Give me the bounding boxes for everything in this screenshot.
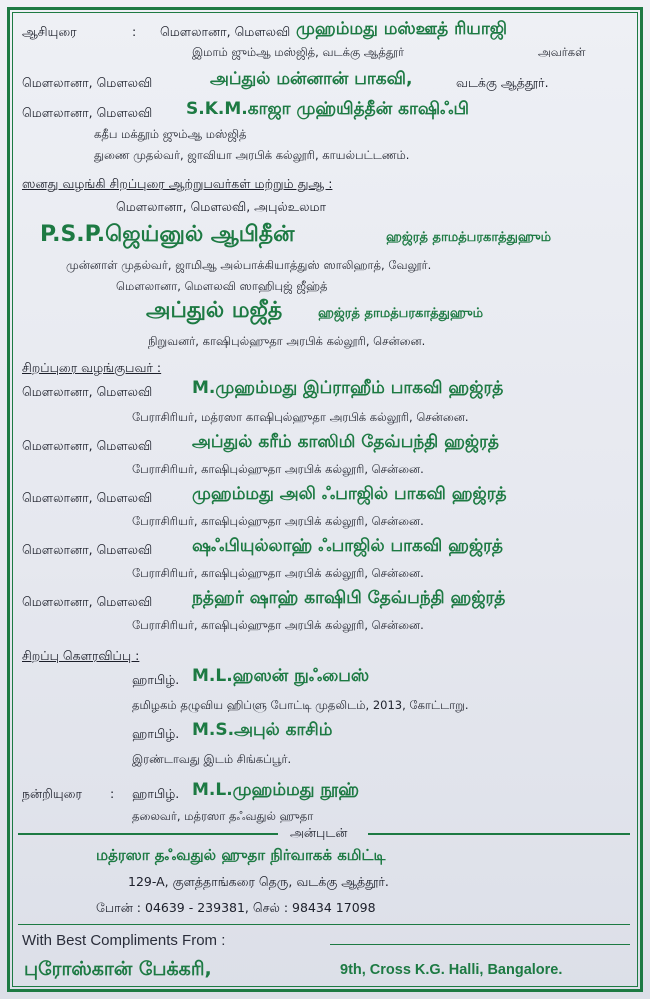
divider-compliments [330,944,630,945]
special-speaker-name: ஷஃபியுல்லாஹ் ஃபாஜில் பாகவி ஹஜ்ரத் [192,536,504,556]
sanad-detail1: முன்னாள் முதல்வர், ஜாமிஆ அல்பாக்கியாத்துஸ் ஸாலிஹாத், வேலூர். [66,258,432,272]
hafiz2-name: M.S.அபுல் காசிம் [192,720,333,740]
hafiz1-name: M.L.ஹஸன் நுஃபைஸ் [192,666,370,686]
honor-heading: சிறப்பு கௌரவிப்பு : [22,648,140,663]
presidium-colon: : [132,24,137,39]
special-speaker-name: அப்துல் கரீம் காஸிமி தேவ்பந்தி ஹஜ்ரத் [192,432,499,452]
special-speaker-detail: பேராசிரியர், காஷிபுல்ஹுதா அரபிக் கல்லூரி, சென்னை. [132,462,424,476]
committee-phone: போன் : 04639 - 239381, செல் : 98434 17098 [96,900,376,915]
special-speaker-detail: பேராசிரியர், காஷிபுல்ஹுதா அரபிக் கல்லூரி, சென்னை. [132,618,424,632]
special-speaker-detail: பேராசிரியர், காஷிபுல்ஹுதா அரபிக் கல்லூரி, சென்னை. [132,514,424,528]
presidium-detail: இமாம் ஜும்ஆ மஸ்ஜித், வடக்கு ஆத்தூர் [192,45,404,59]
committee-name: மத்ரஸா தஃவதுல் ஹுதா நிர்வாகக் கமிட்டி [96,846,386,864]
thanks-name: M.L.முஹம்மது நூஹ் [192,780,360,800]
speaker3-detail2: துணை முதல்வர், ஜாவியா அரபிக் கல்லூரி, காயல்பட்டணம். [94,148,410,162]
hafiz2-prefix: ஹாபிழ். [132,726,180,741]
special-speaker-prefix: மௌலானா, மௌலவி [22,490,153,505]
presidium-name: முஹம்மது மஸ்ஊத் ரியாஜி [296,19,508,39]
speaker2-name: அப்துல் மன்னான் பாகவி, [210,69,413,89]
speaker3-prefix: மௌலானா, மௌலவி [22,105,153,120]
thanks-colon: : [110,786,115,801]
divider-footer [18,924,630,925]
special-speaker-detail: பேராசிரியர், மத்ரஸா காஷிபுல்ஹுதா அரபிக் கல்லூரி, சென்னை. [132,410,469,424]
special-speaker-prefix: மௌலானா, மௌலவி [22,384,153,399]
special-speaker-detail: பேராசிரியர், காஷிபுல்ஹுதா அரபிக் கல்லூரி, சென்னை. [132,566,424,580]
hafiz1-detail: தமிழகம் தழுவிய ஹிப்ளு போட்டி முதலிடம், 2013, கோட்டாறு. [132,698,469,712]
sanad-detail2: நிறுவனர், காஷிபுல்ஹுதா அரபிக் கல்லூரி, சென்னை. [148,334,426,348]
sanad-title2: ஹஜ்ரத் தாமத்பரகாத்துஹும் [318,306,484,321]
presidium-prefix: மௌலானா, மௌலவி [160,24,291,39]
sanad-name1: P.S.P.ஜெய்னுல் ஆபிதீன் [40,222,295,247]
hafiz2-detail: இரண்டாவது இடம் சிங்கப்பூர். [132,752,292,766]
special-speaker-name: M.முஹம்மது இப்ராஹீம் பாகவி ஹஜ்ரத் [192,378,504,398]
thanks-prefix: ஹாபிழ். [132,786,180,801]
thanks-detail: தலைவர், மத்ரஸா தஃவதுல் ஹுதா [132,809,314,823]
special-speaker-name: நத்ஹர் ஷாஹ் காஷிபி தேவ்பந்தி ஹஜ்ரத் [192,588,506,608]
speaker3-name: S.K.M.காஜா முஹ்யித்தீன் காஷிஃபி [186,99,469,119]
divider-left [18,833,278,835]
committee-address: 129-A, குளத்தாங்கரை தெரு, வடக்கு ஆத்தூர். [128,874,389,889]
thanks-label: நன்றியுரை [22,786,82,801]
special-heading: சிறப்புரை வழங்குபவர் : [22,360,162,375]
hafiz1-prefix: ஹாபிழ். [132,672,180,687]
with-love-label: அன்புடன் [290,825,348,840]
sanad-line2: மௌலானா, மௌலவி ஸாஹிபுஜ் ஜீஹ்த் [116,279,328,293]
special-speaker-name: முஹம்மது அலி ஃபாஜில் பாகவி ஹஜ்ரத் [192,484,507,504]
sanad-title1: ஹஜ்ரத் தாமத்பரகாத்துஹும் [386,230,552,245]
compliments-label: With Best Compliments From : [22,932,226,949]
sanad-line: மௌலானா, மௌலவி, அபுல்உலமா [116,199,327,214]
speaker2-prefix: மௌலானா, மௌலவி [22,75,153,90]
special-speaker-prefix: மௌலானா, மௌலவி [22,438,153,453]
sanad-name2: அப்துல் மஜீத் [146,298,283,323]
presidium-suffix: அவர்கள் [538,45,586,59]
speaker3-detail1: கதீப மக்தூம் ஜும்ஆ மஸ்ஜித் [94,127,247,141]
divider-right [368,833,630,835]
speaker2-suffix: வடக்கு ஆத்தூர். [456,75,549,90]
presidium-label: ஆசியுரை [22,24,77,39]
special-speaker-prefix: மௌலானா, மௌலவி [22,542,153,557]
sanad-heading: ஸனது வழங்கி சிறப்புரை ஆற்றுபவர்கள் மற்றும் துஆ : [22,176,333,191]
bakery-name: புரோஸ்கான் பேக்கரி, [24,958,212,980]
special-speaker-prefix: மௌலானா, மௌலவி [22,594,153,609]
bakery-address: 9th, Cross K.G. Halli, Bangalore. [340,962,563,978]
